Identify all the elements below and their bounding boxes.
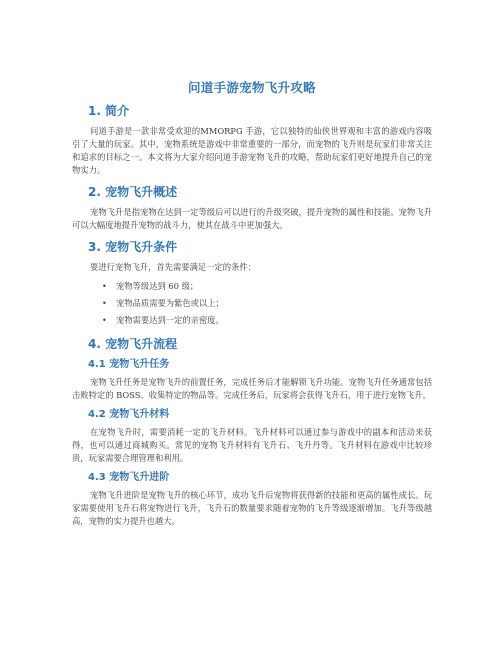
list-item-text: 宠物品质需要为紫色或以上； [116,298,224,308]
section-heading-process: 4. 宠物飞升流程 [88,337,178,351]
section-paragraph-conditions: 要进行宠物飞升，首先需要满足一定的条件： [90,262,256,272]
subsection-paragraph-materials: 在宠物飞升时，需要消耗一定的飞升材料。飞升材料可以通过参与游戏中的副本和活动来获得，也可以通过商城购买。常见的宠物飞升材料有飞升石、飞升丹等。飞升材料在游戏中比较珍贵，玩家需要合理管理和利用。 [72,427,432,463]
subsection-paragraph-advance: 宠物飞升进阶是宠物飞升的核心环节，成功飞升后宠物将获得新的技能和更高的属性成长。玩家需要使用飞升石将宠物进行飞升，飞升石的数量要求随着宠物的飞升等级逐渐增加。飞升等级越高，宠物的实力提升也越大。 [72,490,432,526]
list-item-text: 宠物需要达到一定的亲密度。 [116,315,224,325]
list-item [102,278,432,295]
subsection-paragraph-task: 宠物飞升任务是宠物飞升的前置任务，完成任务后才能解锁飞升功能。宠物飞升任务通常包括击败特定的 BOSS、收集特定的物品等。完成任务后，玩家将会获得飞升石，用于进行宠物飞升。 [72,377,432,400]
bullet-icon: • [102,282,107,291]
list-item [102,312,432,329]
bullet-icon: • [102,316,107,325]
section-heading-intro: 1. 简介 [88,104,130,118]
section-paragraph-intro: 问道手游是一款非常受欢迎的MMORPG 手游，它以独特的仙侠世界观和丰富的游戏内容吸引了大量的玩家。其中，宠物系统是游戏中非常重要的一部分，而宠物的飞升则是玩家们非常关注和追求的目标之一。本文将为大家介绍问道手游宠物飞升的攻略，帮助玩家们更好地提升自己的宠物实力。 [72,126,432,175]
subsection-heading-advance: 4.3 宠物飞升进阶 [88,472,170,483]
subsection-heading-task: 4.1 宠物飞升任务 [88,359,170,370]
document-title: 问道手游宠物飞升攻略 [187,80,316,95]
conditions-list [72,278,432,329]
section-heading-overview: 2. 宠物飞升概述 [88,185,178,199]
bullet-icon: • [102,299,107,308]
subsection-heading-materials: 4.2 宠物飞升材料 [88,409,170,420]
list-item [102,295,432,312]
section-paragraph-overview: 宠物飞升是指宠物在达到一定等级后可以进行的升级突破，提升宠物的属性和技能。宠物飞升可以大幅度地提升宠物的战斗力，使其在战斗中更加强大。 [72,207,432,230]
list-item-text: 宠物等级达到 60 级； [116,281,199,291]
section-heading-conditions: 3. 宠物飞升条件 [88,240,178,254]
